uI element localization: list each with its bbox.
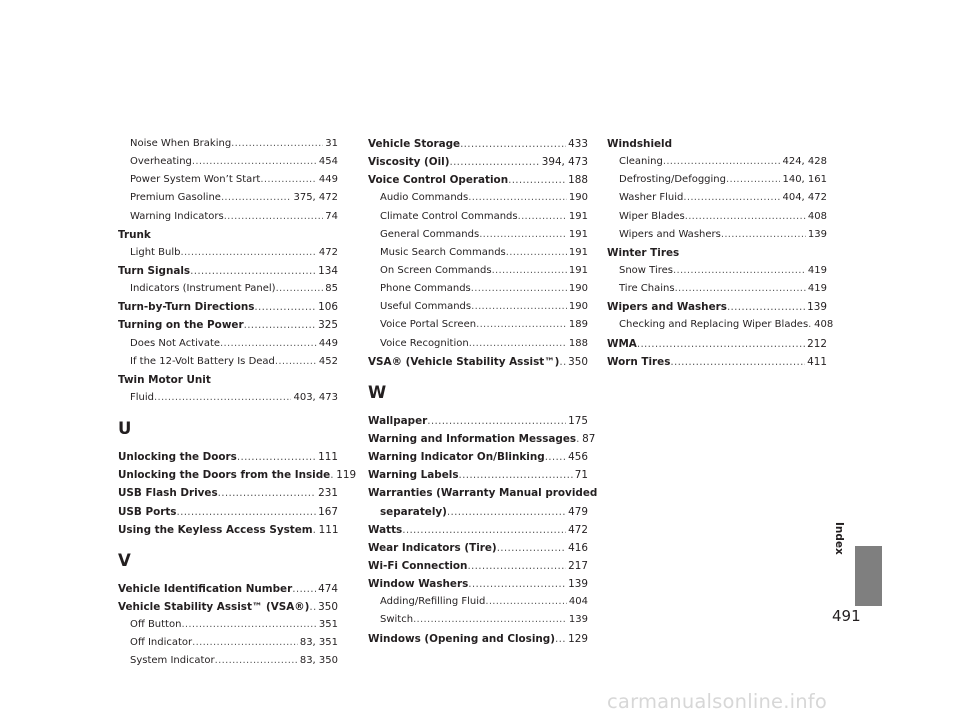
- index-entry: [118, 316, 338, 334]
- index-entry: [368, 466, 588, 484]
- entry-text: Warning and Information Messages: [368, 432, 577, 445]
- index-subentry: [368, 593, 588, 611]
- index-entry: [607, 335, 827, 353]
- entry-text: Overheating: [130, 156, 192, 168]
- index-entry: [368, 539, 588, 557]
- side-tab-label: Index: [833, 522, 845, 555]
- dot-leader: [275, 353, 317, 371]
- entry-text: WMA: [607, 337, 637, 350]
- entry-text: Adding/Refilling Fluid: [380, 596, 486, 608]
- dot-leader: [215, 652, 298, 670]
- entry-page[interactable]: 424, 428: [782, 156, 827, 168]
- entry-page[interactable]: 449: [318, 337, 338, 349]
- index-entry: [368, 484, 598, 502]
- index-entry: [368, 521, 588, 539]
- entry-page[interactable]: 175: [568, 414, 588, 427]
- entry-text: Washer Fluid: [619, 192, 684, 204]
- entry-text: Turn-by-Turn Directions: [118, 301, 255, 314]
- index-subentry: [607, 262, 827, 280]
- entry-text: Window Washers: [368, 578, 469, 591]
- entry-page[interactable]: 191: [568, 228, 588, 240]
- index-subentry: [607, 153, 827, 171]
- entry-text: Power System Won’t Start: [130, 174, 261, 186]
- dot-leader: [447, 503, 566, 521]
- index-subentry: [118, 389, 338, 407]
- entry-page[interactable]: 456: [568, 451, 588, 464]
- entry-page[interactable]: 454: [318, 156, 338, 168]
- entry-text: VSA® (Vehicle Stability Assist™): [368, 355, 560, 368]
- index-subentry: [118, 652, 338, 670]
- index-entry: [118, 598, 338, 616]
- dot-leader: [663, 153, 781, 171]
- entry-page[interactable]: 140, 161: [782, 174, 827, 186]
- entry-text: Defrosting/Defogging: [619, 174, 726, 186]
- index-subentry: [607, 316, 834, 334]
- entry-text: Off Indicator: [130, 637, 193, 649]
- dot-leader: [518, 208, 567, 226]
- dot-leader: [177, 503, 317, 521]
- entry-text: Unlocking the Doors: [118, 451, 237, 464]
- dot-leader: [292, 580, 316, 598]
- entry-text: Warning Indicator On/Blinking: [368, 451, 545, 464]
- index-subentry: [118, 634, 338, 652]
- index-entry: [607, 244, 827, 262]
- index-entry: [368, 503, 588, 521]
- entry-page[interactable]: 350: [568, 355, 588, 368]
- entry-page[interactable]: 85: [325, 283, 338, 295]
- index-subentry: [368, 335, 588, 353]
- entry-text: Vehicle Storage: [368, 138, 461, 150]
- dot-leader: [471, 280, 567, 298]
- index-subentry: [118, 616, 338, 634]
- entry-text: Phone Commands: [380, 283, 471, 295]
- index-section-tab: [855, 546, 882, 606]
- dot-leader: [637, 335, 805, 353]
- index-letter-heading: V: [118, 550, 131, 570]
- entry-page[interactable]: 139: [807, 228, 827, 240]
- index-entry: [118, 262, 338, 280]
- index-entry: [607, 298, 827, 316]
- entry-page[interactable]: 191: [568, 246, 588, 258]
- entry-text: USB Flash Drives: [118, 487, 218, 500]
- index-subentry: [118, 153, 338, 171]
- entry-page[interactable]: 106: [318, 301, 338, 314]
- entry-text: Wallpaper: [368, 414, 428, 427]
- entry-page[interactable]: 350: [318, 600, 338, 613]
- entry-text: Voice Portal Screen: [380, 319, 477, 331]
- entry-text: Winter Tires: [607, 246, 680, 259]
- entry-page[interactable]: 217: [568, 559, 588, 572]
- dot-leader: [244, 316, 317, 334]
- entry-page[interactable]: 231: [318, 487, 338, 500]
- entry-text: Windshield: [607, 138, 673, 150]
- index-subentry: [368, 611, 588, 629]
- entry-text: Wi-Fi Connection: [368, 559, 468, 572]
- entry-page[interactable]: 111: [318, 451, 338, 464]
- dot-leader: [220, 335, 317, 353]
- entry-page[interactable]: 472: [568, 523, 588, 536]
- entry-page[interactable]: 129: [568, 632, 588, 645]
- entry-page[interactable]: 71: [574, 469, 588, 482]
- entry-text: Cleaning: [619, 156, 663, 168]
- index-subentry: [118, 353, 338, 371]
- dot-leader: [276, 280, 324, 298]
- dot-leader: [402, 521, 566, 539]
- entry-page[interactable]: 119: [336, 469, 357, 482]
- dot-leader: [721, 226, 806, 244]
- entry-text: Warning Labels: [368, 469, 459, 482]
- index-subentry: [118, 135, 338, 153]
- entry-page[interactable]: 139: [568, 578, 588, 591]
- entry-text: Voice Recognition: [380, 337, 469, 349]
- index-subentry: [368, 189, 588, 207]
- entry-text: Noise When Braking: [130, 138, 232, 149]
- entry-page[interactable]: 212: [807, 337, 827, 350]
- entry-page[interactable]: 404: [568, 596, 588, 608]
- dot-leader: [154, 389, 291, 407]
- index-subentry: [368, 226, 588, 244]
- entry-page[interactable]: 74: [325, 210, 338, 222]
- entry-text: Light Bulb: [130, 246, 181, 258]
- entry-page[interactable]: 452: [318, 355, 338, 367]
- entry-page[interactable]: 87: [582, 432, 596, 445]
- index-subentry: [118, 280, 338, 298]
- entry-text: Warning Indicators: [130, 210, 224, 222]
- index-entry: [368, 430, 596, 448]
- entry-text: Off Button: [130, 619, 182, 631]
- entry-page[interactable]: 188: [568, 337, 588, 349]
- entry-page[interactable]: 449: [318, 174, 338, 186]
- entry-text: If the 12-Volt Battery Is Dead: [130, 355, 275, 367]
- entry-text: Audio Commands: [380, 192, 469, 204]
- dot-leader: [675, 280, 806, 298]
- index-entry: [118, 484, 338, 502]
- entry-page[interactable]: 433: [568, 138, 588, 150]
- index-entry: [368, 557, 588, 575]
- entry-page[interactable]: 404, 472: [782, 192, 827, 204]
- index-entry: [118, 226, 338, 244]
- index-entry: [607, 353, 827, 371]
- dot-leader: [492, 262, 567, 280]
- entry-text: Trunk: [118, 228, 151, 241]
- dot-leader: [467, 557, 566, 575]
- entry-page[interactable]: 416: [568, 541, 588, 554]
- page-number: 491: [832, 607, 861, 625]
- dot-leader: [726, 171, 780, 189]
- index-entry: [368, 135, 588, 153]
- entry-text: Turning on the Power: [118, 319, 244, 332]
- entry-page[interactable]: 189: [568, 319, 588, 331]
- entry-text: Climate Control Commands: [380, 210, 518, 222]
- entry-text: Indicators (Instrument Panel): [130, 283, 276, 295]
- index-subentry: [607, 171, 827, 189]
- entry-text: Tire Chains: [619, 283, 675, 295]
- index-entry: [607, 135, 827, 153]
- dot-leader: [190, 262, 316, 280]
- index-subentry: [368, 298, 588, 316]
- dot-leader: [192, 634, 298, 652]
- entry-page[interactable]: 190: [568, 192, 588, 204]
- index-subentry: [368, 280, 588, 298]
- dot-leader: [670, 353, 805, 371]
- index-entry: [368, 448, 588, 466]
- entry-text: Twin Motor Unit: [118, 373, 211, 386]
- dot-leader: [559, 353, 566, 371]
- dot-leader: [468, 575, 566, 593]
- entry-text: Viscosity (Oil): [368, 156, 450, 169]
- dot-leader: [309, 598, 316, 616]
- index-letter-heading: U: [118, 419, 132, 439]
- index-subentry: [118, 335, 338, 353]
- entry-page[interactable]: 83, 351: [299, 637, 338, 649]
- index-subentry: [368, 262, 588, 280]
- entry-page[interactable]: 419: [807, 283, 827, 295]
- entry-text: Useful Commands: [380, 301, 472, 313]
- index-subentry: [118, 171, 338, 189]
- entry-text: Windows (Opening and Closing): [368, 632, 555, 645]
- index-letter-heading: W: [368, 382, 387, 402]
- index-subentry: [368, 316, 588, 334]
- dot-leader: [545, 448, 566, 466]
- index-column-3: [607, 135, 834, 371]
- entry-page[interactable]: 419: [807, 264, 827, 276]
- entry-page[interactable]: 325: [318, 319, 338, 332]
- index-entry: [368, 171, 588, 189]
- entry-text: Watts: [368, 523, 403, 536]
- index-subentry: [368, 244, 588, 262]
- entry-page[interactable]: 111: [318, 523, 339, 536]
- entry-text: General Commands: [380, 228, 480, 240]
- dot-leader: [469, 335, 567, 353]
- index-column-2: [368, 135, 598, 648]
- entry-page[interactable]: 190: [568, 283, 588, 295]
- entry-text: Vehicle Stability Assist™ (VSA®): [118, 600, 310, 613]
- dot-leader: [479, 226, 567, 244]
- dot-leader: [683, 189, 780, 207]
- dot-leader: [413, 611, 567, 629]
- entry-page[interactable]: 134: [318, 264, 338, 277]
- index-subentry: [118, 208, 338, 226]
- entry-page[interactable]: 167: [318, 505, 338, 518]
- entry-page[interactable]: 472: [318, 246, 338, 258]
- entry-text: Does Not Activate: [130, 337, 221, 349]
- dot-leader: [471, 298, 567, 316]
- index-entry: [118, 298, 338, 316]
- entry-page[interactable]: 375, 472: [293, 192, 338, 204]
- index-entry: [118, 466, 357, 484]
- dot-leader: [180, 244, 316, 262]
- index-entry: [118, 580, 338, 598]
- index-entry: [118, 503, 338, 521]
- watermark: carmanualsonline.info: [607, 690, 827, 713]
- dot-leader: [459, 466, 573, 484]
- entry-text: Fluid: [130, 391, 154, 403]
- entry-page[interactable]: 191: [568, 264, 588, 276]
- index-subentry: [368, 208, 588, 226]
- entry-text: separately): [380, 505, 447, 518]
- entry-text: Vehicle Identification Number: [118, 582, 293, 595]
- index-subentry: [607, 226, 827, 244]
- dot-leader: [485, 593, 567, 611]
- entry-page[interactable]: 83, 350: [299, 655, 338, 667]
- index-entry: [368, 353, 588, 371]
- index-entry: [368, 412, 588, 430]
- index-entry: [368, 575, 588, 593]
- entry-text: Using the Keyless Access System: [118, 523, 313, 536]
- entry-page[interactable]: 408: [807, 210, 827, 222]
- dot-leader: [237, 448, 316, 466]
- dot-leader: [224, 208, 324, 226]
- dot-leader: [192, 153, 317, 171]
- entry-text: Wipers and Washers: [607, 301, 727, 314]
- dot-leader: [727, 298, 805, 316]
- entry-page[interactable]: 411: [807, 355, 827, 368]
- entry-text: Worn Tires: [607, 355, 671, 368]
- entry-page[interactable]: 408: [814, 319, 834, 331]
- index-subentry: [607, 208, 827, 226]
- entry-text: Premium Gasoline: [130, 192, 221, 204]
- entry-page[interactable]: 190: [568, 301, 588, 313]
- index-entry: [118, 521, 338, 539]
- index-entry: [368, 630, 588, 648]
- entry-text: System Indicator: [130, 655, 215, 667]
- dot-leader: [476, 316, 567, 334]
- dot-leader: [460, 135, 566, 153]
- dot-leader: [427, 412, 566, 430]
- entry-text: Switch: [380, 614, 414, 626]
- entry-text: Snow Tires: [619, 264, 673, 276]
- entry-text: Music Search Commands: [380, 246, 506, 258]
- dot-leader: [555, 630, 566, 648]
- dot-leader: [506, 244, 567, 262]
- entry-text: USB Ports: [118, 505, 177, 518]
- entry-text: On Screen Commands: [380, 264, 492, 276]
- entry-page[interactable]: 31: [325, 138, 338, 149]
- dot-leader: [508, 171, 566, 189]
- dot-leader: [685, 208, 806, 226]
- dot-leader: [254, 298, 316, 316]
- index-entry: [118, 371, 338, 389]
- dot-leader: [673, 262, 806, 280]
- dot-leader: [260, 171, 317, 189]
- entry-page[interactable]: 394, 473: [541, 156, 588, 169]
- entry-page[interactable]: 351: [318, 619, 338, 631]
- entry-text: Warranties (Warranty Manual provided: [368, 487, 598, 500]
- entry-text: Wear Indicators (Tire): [368, 541, 497, 554]
- entry-text: Wiper Blades: [619, 210, 685, 222]
- dot-leader: [497, 539, 566, 557]
- entry-page[interactable]: 139: [807, 301, 827, 314]
- dot-leader: [468, 189, 567, 207]
- entry-page[interactable]: 139: [568, 614, 588, 626]
- dot-leader: [231, 135, 323, 153]
- dot-leader: [221, 189, 292, 207]
- entry-page[interactable]: 191: [568, 210, 588, 222]
- entry-page[interactable]: 403, 473: [293, 391, 338, 403]
- dot-leader: [449, 153, 539, 171]
- entry-text: Unlocking the Doors from the Inside: [118, 469, 331, 482]
- dot-leader: [218, 484, 317, 502]
- index-entry: [118, 448, 338, 466]
- index-column-1: [118, 135, 357, 671]
- entry-text: Turn Signals: [118, 264, 191, 277]
- entry-text: Checking and Replacing Wiper Blades: [619, 319, 809, 331]
- entry-page[interactable]: 474: [318, 582, 338, 595]
- index-subentry: [118, 189, 338, 207]
- entry-page[interactable]: 479: [568, 505, 588, 518]
- index-subentry: [118, 244, 338, 262]
- index-subentry: [607, 280, 827, 298]
- entry-text: Voice Control Operation: [368, 174, 509, 187]
- index-subentry: [607, 189, 827, 207]
- dot-leader: [181, 616, 316, 634]
- index-entry: [368, 153, 588, 171]
- entry-text: Wipers and Washers: [619, 228, 721, 240]
- entry-page[interactable]: 188: [568, 174, 588, 187]
